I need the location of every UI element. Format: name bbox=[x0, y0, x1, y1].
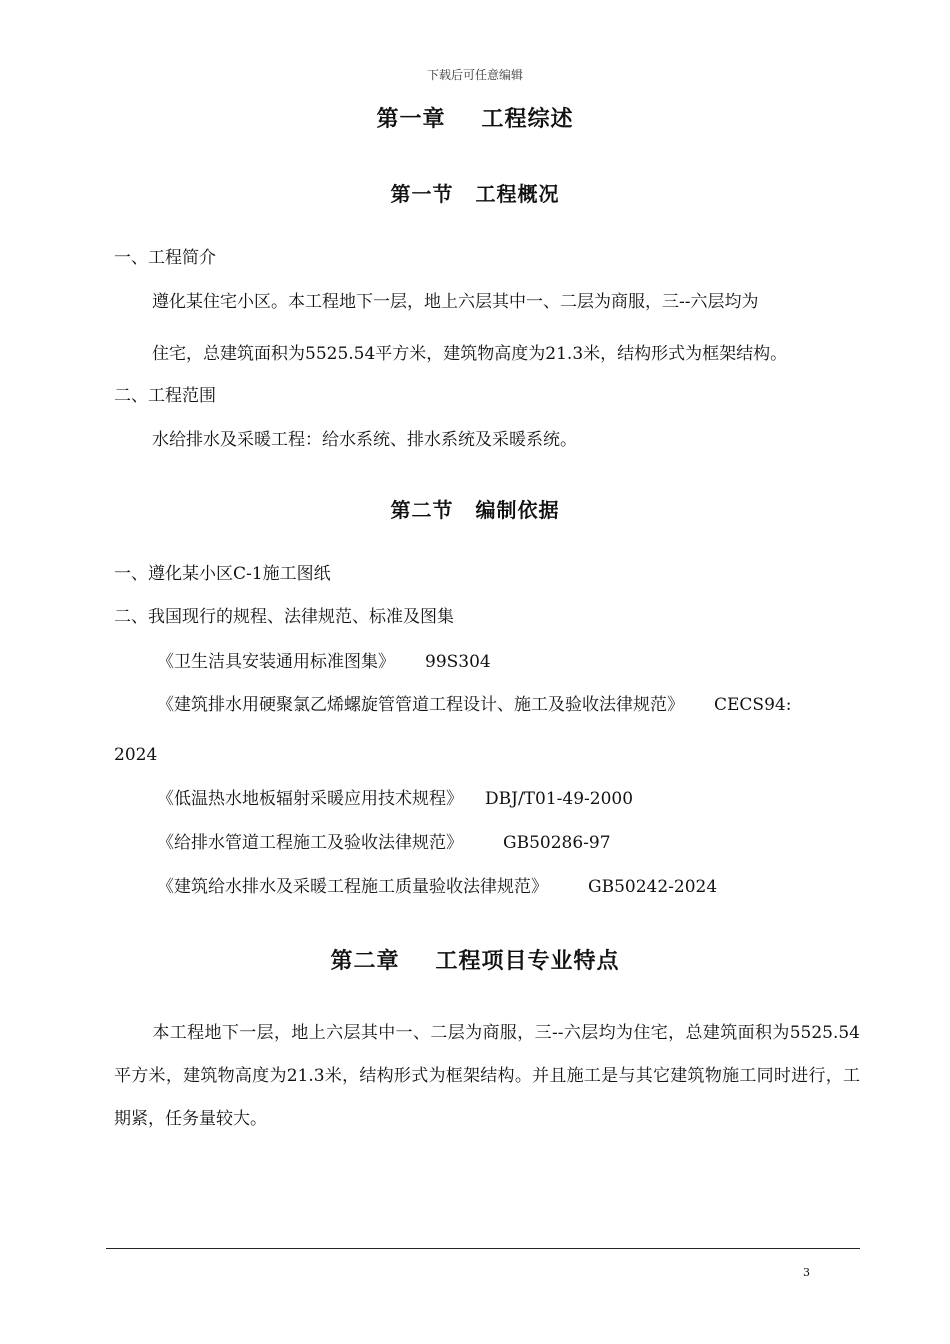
standard-code: DBJ/T01-49-2000 bbox=[485, 789, 634, 809]
basis-item-drawings: 一、遵化某小区C-1施工图纸 bbox=[114, 564, 331, 584]
standard-name: 《给排水管道工程施工及验收法律规范》 bbox=[157, 833, 463, 853]
chapter-2-paragraph bbox=[114, 1012, 860, 1141]
standard-item bbox=[157, 788, 633, 810]
section-2-heading bbox=[0, 494, 950, 523]
standard-name: 《卫生洁具安装通用标准图集》 bbox=[157, 652, 395, 672]
standard-name: 《建筑排水用硬聚氯乙烯螺旋管管道工程设计、施工及验收法律规范》 bbox=[157, 695, 684, 715]
standard-name: 《建筑给水排水及采暖工程施工质量验收法律规范》 bbox=[157, 877, 548, 897]
chapter-2-paragraph-text: 本工程地下一层，地上六层其中一、二层为商服，三--六层均为住宅，总建筑面积为5525.54平方米，建筑物高度为21.3米，结构形式为框架结构。并且施工是与其它建筑物施工同时进行，工期紧，任务量较大。 bbox=[114, 1023, 860, 1129]
section-2-title: 编制依据 bbox=[475, 498, 560, 522]
chapter-2-heading bbox=[0, 944, 950, 975]
standard-item bbox=[157, 876, 717, 898]
standard-code: GB50286-97 bbox=[503, 833, 611, 853]
chapter-1-title: 工程综述 bbox=[481, 107, 574, 132]
project-intro-line-1: 遵化某住宅小区。本工程地下一层，地上六层其中一、二层为商服，三--六层均为 bbox=[152, 292, 759, 312]
standard-name: 《低温热水地板辐射采暖应用技术规程》 bbox=[157, 789, 463, 809]
standard-code: 99S304 bbox=[425, 652, 491, 672]
project-intro-line-2: 住宅，总建筑面积为5525.54平方米，建筑物高度为21.3米，结构形式为框架结构。 bbox=[152, 344, 788, 364]
header-note: 下载后可任意编辑 bbox=[426, 68, 523, 82]
project-scope-line-1: 水给排水及采暖工程：给水系统、排水系统及采暖系统。 bbox=[152, 430, 577, 450]
chapter-2-number: 第二章 bbox=[330, 949, 400, 974]
standard-code: GB50242-2024 bbox=[588, 877, 718, 897]
standard-item bbox=[157, 694, 791, 716]
footer-rule bbox=[106, 1248, 860, 1249]
section-1-number: 第一节 bbox=[390, 182, 454, 206]
project-intro-heading: 一、工程简介 bbox=[114, 248, 216, 268]
page-number: 3 bbox=[803, 1266, 810, 1279]
standard-item bbox=[157, 832, 611, 854]
section-2-number: 第二节 bbox=[390, 498, 454, 522]
section-1-heading bbox=[0, 178, 950, 207]
chapter-1-number: 第一章 bbox=[376, 107, 446, 132]
section-1-title: 工程概况 bbox=[475, 182, 560, 206]
standard-code: CECS94: bbox=[714, 695, 792, 715]
standard-item bbox=[157, 651, 491, 673]
chapter-2-title: 工程项目专业特点 bbox=[435, 949, 620, 974]
project-scope-heading: 二、工程范围 bbox=[114, 386, 216, 406]
basis-item-standards: 二、我国现行的规程、法律规范、标准及图集 bbox=[114, 607, 454, 627]
chapter-1-heading bbox=[0, 102, 950, 133]
standard-code-wrap: 2024 bbox=[114, 745, 158, 765]
